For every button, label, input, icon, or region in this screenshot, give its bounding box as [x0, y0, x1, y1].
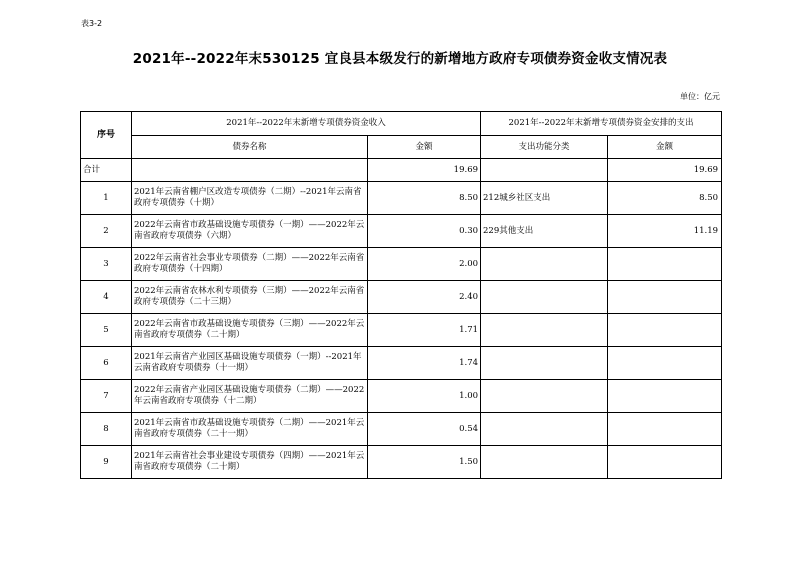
header-bond-name: 债券名称 [132, 136, 368, 159]
table-number: 表3-2 [81, 19, 103, 28]
row-bond-name: 2022年云南省社会事业专项债券（二期）——2022年云南省政府专项债券（十四期） [132, 248, 368, 281]
row-amount2 [608, 413, 722, 446]
page-title: 2021年--2022年末530125 宜良县本级发行的新增地方政府专项债券资金收支情况表 [132, 51, 668, 67]
row-amount: 0.30 [368, 215, 481, 248]
row-amount: 2.00 [368, 248, 481, 281]
row-bond-name: 2022年云南省产业园区基础设施专项债券（二期）——2022年云南省政府专项债券（十二期） [132, 380, 368, 413]
row-no: 1 [81, 182, 132, 215]
row-amount2 [608, 347, 722, 380]
header-amount: 金额 [368, 136, 481, 159]
header-amount2: 金额 [608, 136, 722, 159]
row-bond-name: 2022年云南省农林水利专项债券（三期）——2022年云南省政府专项债券（二十三期） [132, 281, 368, 314]
row-amount2 [608, 446, 722, 479]
row-func-class [481, 248, 608, 281]
unit-label: 单位：亿元 [680, 92, 720, 101]
row-bond-name: 2021年云南省市政基础设施专项债券（二期）——2021年云南省政府专项债券（二十一期） [132, 413, 368, 446]
row-bond-name: 2022年云南省市政基础设施专项债券（三期）——2022年云南省政府专项债券（二十期） [132, 314, 368, 347]
row-no: 3 [81, 248, 132, 281]
bond-table [80, 111, 722, 479]
total-income: 19.69 [368, 159, 481, 182]
row-func-class [481, 380, 608, 413]
row-no: 4 [81, 281, 132, 314]
header-seq: 序号 [81, 112, 132, 159]
header-expense-group: 2021年--2022年末新增专项债券资金安排的支出 [481, 112, 722, 136]
header-income-group: 2021年--2022年末新增专项债券资金收入 [132, 112, 481, 136]
table-row [81, 182, 722, 215]
row-func-class [481, 446, 608, 479]
table-row [81, 215, 722, 248]
table-row [81, 446, 722, 479]
row-amount: 1.00 [368, 380, 481, 413]
row-bond-name: 2022年云南省市政基础设施专项债券（一期）——2022年云南省政府专项债券（六期） [132, 215, 368, 248]
row-no: 8 [81, 413, 132, 446]
table-row [81, 380, 722, 413]
row-func-class: 229其他支出 [481, 215, 608, 248]
row-amount2 [608, 281, 722, 314]
row-no: 7 [81, 380, 132, 413]
row-amount: 1.74 [368, 347, 481, 380]
row-amount2 [608, 314, 722, 347]
total-row [81, 159, 722, 182]
total-name-empty [132, 159, 368, 182]
row-bond-name: 2021年云南省棚户区改造专项债券（二期）--2021年云南省政府专项债券（十期） [132, 182, 368, 215]
row-amount: 0.54 [368, 413, 481, 446]
row-no: 6 [81, 347, 132, 380]
row-func-class [481, 314, 608, 347]
row-amount2 [608, 380, 722, 413]
row-amount: 8.50 [368, 182, 481, 215]
row-amount2 [608, 248, 722, 281]
row-bond-name: 2021年云南省产业园区基础设施专项债券（一期）--2021年云南省政府专项债券（十一期） [132, 347, 368, 380]
row-amount: 1.71 [368, 314, 481, 347]
table-row [81, 347, 722, 380]
row-func-class [481, 281, 608, 314]
row-no: 2 [81, 215, 132, 248]
row-amount2: 8.50 [608, 182, 722, 215]
row-amount: 1.50 [368, 446, 481, 479]
row-bond-name: 2021年云南省社会事业建设专项债券（四期）——2021年云南省政府专项债券（二十期） [132, 446, 368, 479]
table-row [81, 413, 722, 446]
total-label: 合计 [81, 159, 132, 182]
row-no: 9 [81, 446, 132, 479]
row-amount2: 11.19 [608, 215, 722, 248]
row-no: 5 [81, 314, 132, 347]
table-row [81, 314, 722, 347]
table-row [81, 248, 722, 281]
row-func-class: 212城乡社区支出 [481, 182, 608, 215]
total-func-empty [481, 159, 608, 182]
total-expense: 19.69 [608, 159, 722, 182]
row-func-class [481, 413, 608, 446]
row-func-class [481, 347, 608, 380]
header-func-class: 支出功能分类 [481, 136, 608, 159]
row-amount: 2.40 [368, 281, 481, 314]
table-row [81, 281, 722, 314]
